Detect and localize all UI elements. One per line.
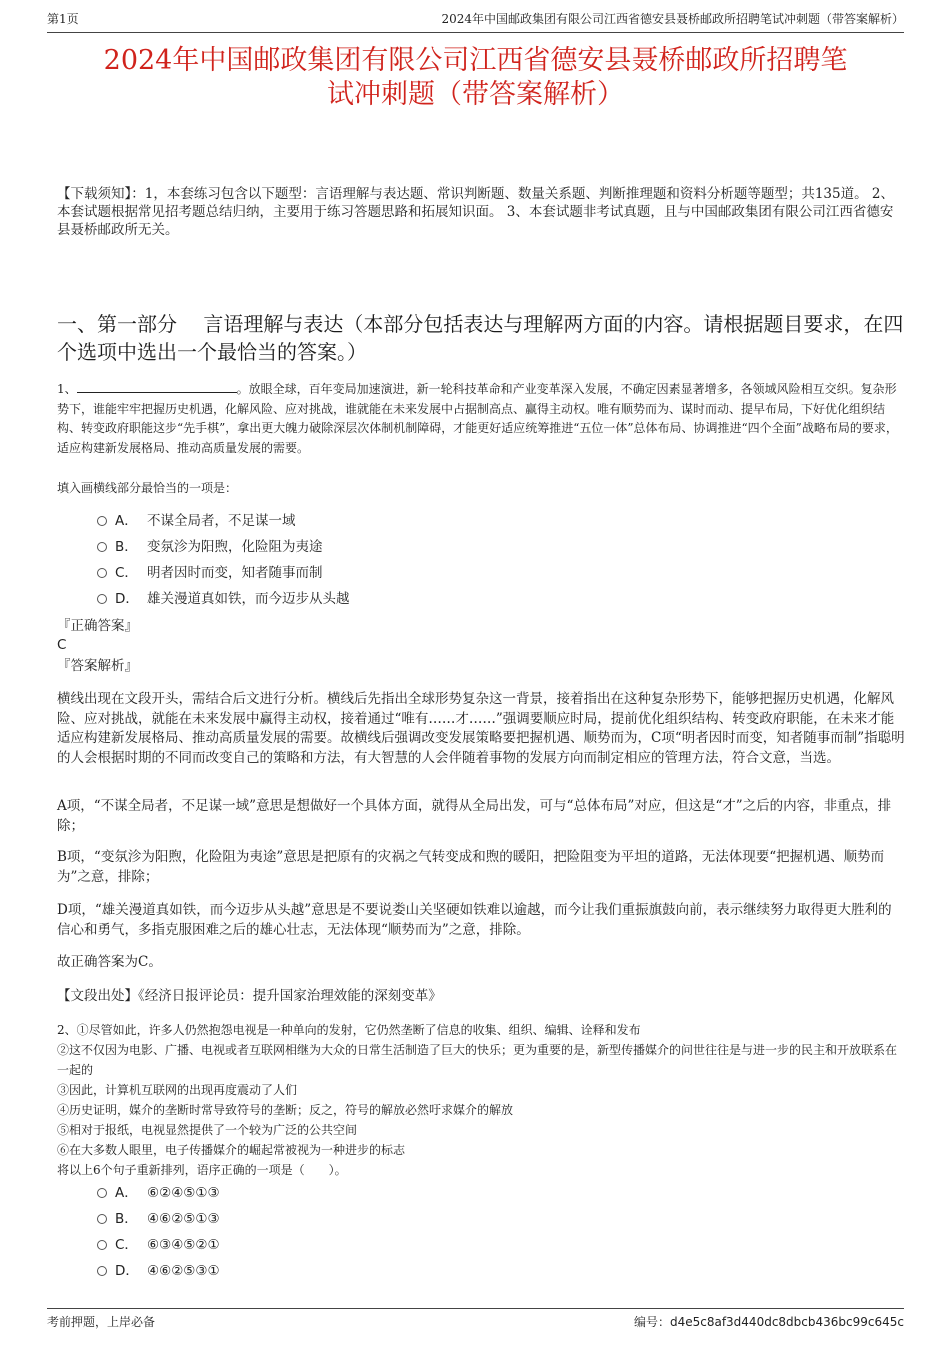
correct-answer: C bbox=[57, 637, 67, 653]
option-d[interactable] bbox=[97, 589, 350, 609]
sentence-line: ⑥在大多数人眼里，电子传播媒介的崛起常被视为一种进步的标志 bbox=[57, 1143, 406, 1157]
option-text: ⑥③④⑤②① bbox=[147, 1237, 220, 1253]
option-c[interactable] bbox=[97, 1235, 220, 1255]
radio-icon[interactable] bbox=[97, 1214, 107, 1224]
option-d[interactable] bbox=[97, 1261, 220, 1281]
option-c[interactable] bbox=[97, 563, 323, 583]
option-a[interactable] bbox=[97, 1183, 220, 1203]
option-a[interactable] bbox=[97, 511, 296, 531]
sentence-line: ⑤相对于报纸，电视显然提供了一个较为广泛的公共空间 bbox=[57, 1123, 358, 1137]
sentence-line: ④历史证明，媒介的垄断时常导致符号的垄断；反之，符号的解放必然吁求媒介的解放 bbox=[57, 1103, 514, 1117]
option-letter: A． bbox=[115, 1185, 138, 1201]
option-letter: A． bbox=[115, 513, 138, 529]
download-notice: 【下载须知】：1，本套练习包含以下题型：言语理解与表达题、常识判断题、数量关系题、判断推理题和资料分析题等题型；共135道。 2、本套试题根据常见招考题总结归纳，主要用于练习答题思路和拓展知识面。 3、本套试题非考试真题，且与中国邮政集团有限公司江西省德安县聂桥邮政所无关。 bbox=[57, 186, 894, 238]
option-text: 明者因时而变，知者随事而制 bbox=[147, 565, 323, 581]
answer-label: 『正确答案』 bbox=[57, 618, 138, 634]
sentence-line: ②这不仅因为电影、广播、电视或者互联网相继为大众的日常生活制造了巨大的快乐；更为重要的是，新型传播媒介的问世往往是与进一步的民主和开放联系在一起的 bbox=[57, 1043, 898, 1077]
option-b[interactable] bbox=[97, 1209, 220, 1229]
option-text: 不谋全局者，不足谋一域 bbox=[147, 513, 296, 529]
footer-slogan: 考前押题，上岸必备 bbox=[47, 1315, 156, 1329]
option-letter: B． bbox=[115, 1211, 138, 1227]
question-prompt: 将以上6个句子重新排列，语序正确的一项是（ ）。 bbox=[57, 1163, 347, 1177]
radio-icon[interactable] bbox=[97, 1188, 107, 1198]
analysis-label: 『答案解析』 bbox=[57, 658, 138, 674]
option-text: ④⑥②⑤③① bbox=[147, 1263, 220, 1279]
radio-icon[interactable] bbox=[97, 1266, 107, 1276]
radio-icon[interactable] bbox=[97, 594, 107, 604]
radio-icon[interactable] bbox=[97, 568, 107, 578]
option-text: ⑥②④⑤①③ bbox=[147, 1185, 220, 1201]
option-text: 雄关漫道真如铁，而今迈步从头越 bbox=[147, 591, 350, 607]
option-letter: D． bbox=[115, 591, 139, 607]
section-heading: 一、第一部分 言语理解与表达（本部分包括表达与理解两方面的内容。请根据题目要求，在四个选项中选出一个最恰当的答案。） bbox=[57, 312, 904, 364]
analysis-paragraph: B项，“变氛沴为阳煦，化险阻为夷途”意思是把原有的灾祸之气转变成和煦的暖阳，把险阻变为平坦的道路，无法体现要“把握机遇、顺势而为”之意，排除； bbox=[57, 849, 885, 885]
document-title bbox=[47, 44, 904, 112]
sentence-line: ③因此，计算机互联网的出现再度震动了人们 bbox=[57, 1083, 298, 1097]
radio-icon[interactable] bbox=[97, 516, 107, 526]
sentence-line: 2、①尽管如此，许多人仍然抱怨电视是一种单向的发射，它仍然垄断了信息的收集、组织、编辑、诠释和发布 bbox=[57, 1023, 641, 1037]
question-2-stem bbox=[57, 1020, 905, 1180]
option-letter: C． bbox=[115, 1237, 138, 1253]
question-prompt: 填入画横线部分最恰当的一项是： bbox=[57, 481, 238, 495]
radio-icon[interactable] bbox=[97, 542, 107, 552]
analysis-paragraph: D项，“雄关漫道真如铁，而今迈步从头越”意思是不要说娄山关坚硬如铁难以逾越，而今让我们重振旗鼓向前，表示继续努力取得更大胜利的信心和勇气，多指克服困难之后的雄心壮志，无法体现“顺势而为”之意，排除。 bbox=[57, 902, 892, 938]
analysis-paragraph: 横线出现在文段开头，需结合后文进行分析。横线后先指出全球形势复杂这一背景，接着指出在这种复杂形势下，能够把握历史机遇，化解风险、应对挑战，就能在未来发展中赢得主动权，接着通过“唯有……才……”强调要顺应时局，提前优化组织结构、转变政府职能，在未来才能适应构建新发展格局、推动高质量发展的需要。故横线后强调改变发展策略要把握机遇、顺势而为，C项“明者因时而变，知者随事而制”指聪明的人会根据时期的不同而改变自己的策略和方法，有大智慧的人会伴随着事物的发展方向而制定相应的管理方法，符合文意，当选。 bbox=[57, 691, 905, 766]
option-letter: B． bbox=[115, 539, 138, 555]
radio-icon[interactable] bbox=[97, 1240, 107, 1250]
title-line-1: 2024年中国邮政集团有限公司江西省德安县聂桥邮政所招聘笔 bbox=[103, 45, 848, 76]
page-number: 第1页 bbox=[47, 12, 79, 26]
option-b[interactable] bbox=[97, 537, 323, 557]
option-letter: D． bbox=[115, 1263, 139, 1279]
header-divider bbox=[47, 32, 904, 33]
question-text: 。放眼全球，百年变局加速演进，新一轮科技革命和产业变革深入发展，不确定因素显著增多，各领域风险相互交织。复杂形势下，谁能牢牢把握历史机遇，化解风险、应对挑战，谁就能在未来发展中占据制高点、赢得主动权。唯有顺势而为、谋时而动、提早布局，下好优化组织结构、转变政府职能这步“先手棋”，拿出更大魄力破除深层次体制机制障碍，才能更好适应统筹推进“五位一体”总体布局、协调推进“四个全面”战略布局的要求，适应构建新发展格局、推动高质量发展的需要。 bbox=[57, 382, 898, 455]
source-citation: 【文段出处】《经济日报评论员：提升国家治理效能的深刻变革》 bbox=[57, 988, 442, 1004]
analysis-conclusion: 故正确答案为C。 bbox=[57, 954, 162, 970]
document-code bbox=[634, 1313, 904, 1330]
option-text: ④⑥②⑤①③ bbox=[147, 1211, 220, 1227]
option-text: 变氛沴为阳煦，化险阻为夷途 bbox=[147, 539, 323, 555]
title-line-2: 试冲刺题（带答案解析） bbox=[327, 79, 624, 110]
footer-divider bbox=[47, 1308, 904, 1309]
answer-blank bbox=[77, 380, 237, 393]
running-title: 2024年中国邮政集团有限公司江西省德安县聂桥邮政所招聘笔试冲刺题（带答案解析） bbox=[441, 12, 904, 26]
question-number: 1、 bbox=[57, 382, 77, 396]
code-value: d4e5c8af3d440dc8dbcb436bc99c645c bbox=[669, 1315, 904, 1329]
analysis-paragraph: A项，“不谋全局者，不足谋一域”意思是想做好一个具体方面，就得从全局出发，可与“总体布局”对应，但这是“才”之后的内容，非重点，排除； bbox=[57, 798, 892, 834]
option-letter: C． bbox=[115, 565, 138, 581]
question-1-stem bbox=[57, 380, 905, 458]
code-label: 编号： bbox=[633, 1315, 670, 1329]
